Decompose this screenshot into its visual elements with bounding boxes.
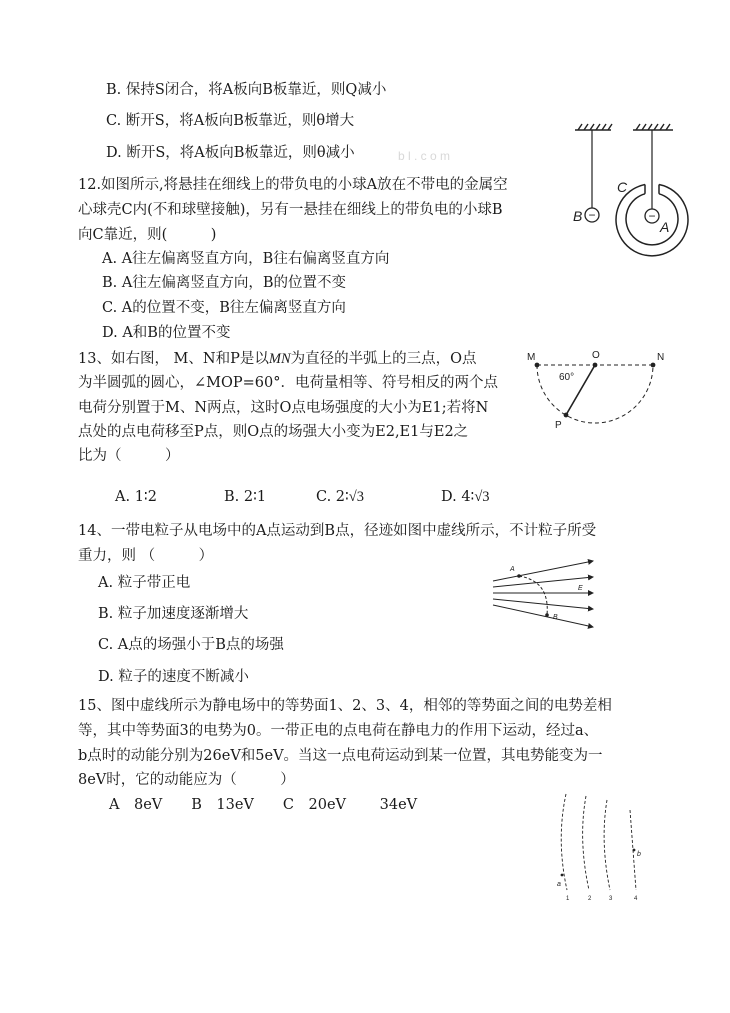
q13-option-c-sqrt: √3 bbox=[348, 489, 365, 505]
q12-stem-line1: 12.如图所示,将悬挂在细线上的带负电的小球A放在不带电的金属空 bbox=[78, 177, 508, 193]
q13-stem-line1-pre: 13、如右图， M、N和P是以 bbox=[78, 351, 269, 367]
q11-option-c: C. 断开S，将A板向B板靠近，则θ增大 bbox=[106, 113, 355, 129]
mn-symbol: MN bbox=[268, 351, 291, 367]
q13-option-d-text: D. 4∶ bbox=[441, 489, 475, 505]
q12-stem-line3: 向C靠近，则( ) bbox=[78, 227, 217, 243]
q15-stem-line3: b点时的动能分别为26eV和5eV。当这一点电荷运动到某一位置，其电势能变为一 bbox=[78, 748, 603, 764]
field-line-5 bbox=[493, 605, 593, 627]
label-e: E bbox=[578, 585, 583, 592]
ball-b-sign: − bbox=[588, 208, 596, 222]
q13-option-d bbox=[441, 487, 490, 507]
q11-option-d: D. 断开S，将A板向B板靠近，则θ减小 bbox=[106, 145, 355, 161]
q13-option-d-sqrt: √3 bbox=[474, 489, 490, 505]
equipotential-3 bbox=[604, 800, 610, 890]
q12-option-c: C. A的位置不变，B往左偏离竖直方向 bbox=[102, 300, 346, 316]
point-p bbox=[564, 413, 569, 418]
label-p: P bbox=[555, 420, 562, 431]
q15-options: A 8eV B 13eV C 20eV 34eV bbox=[109, 797, 418, 813]
q14-option-c: C. A点的场强小于B点的场强 bbox=[98, 637, 284, 653]
ceiling-right bbox=[633, 124, 673, 130]
label-o: O bbox=[592, 350, 600, 361]
semicircle-arc bbox=[537, 365, 653, 423]
q12-option-d: D. A和B的位置不变 bbox=[102, 325, 231, 341]
label-c: C bbox=[617, 179, 628, 195]
label-b: B bbox=[573, 208, 583, 224]
label-1: 1 bbox=[566, 896, 570, 902]
q13-stem-line2: 为半圆弧的圆心，∠MOP=60°．电荷量相等、符号相反的两个点 bbox=[78, 375, 498, 391]
angle-label: 60° bbox=[559, 372, 575, 383]
label-4: 4 bbox=[634, 896, 638, 902]
q14-stem-line2: 重力，则 （ ） bbox=[78, 548, 214, 564]
point-n bbox=[651, 363, 656, 368]
q13-option-b: B. 2∶1 bbox=[224, 489, 267, 505]
q13-stem-line5: 比为（ ） bbox=[78, 448, 180, 464]
equipotential-2 bbox=[583, 796, 589, 890]
ceiling-left bbox=[575, 124, 612, 130]
q13-stem-line1-post: 为直径的半弧上的三点，O点 bbox=[290, 351, 477, 367]
q15-stem-line2: 等，其中等势面3的电势为0。一带正电的点电荷在静电力的作用下运动，经过a、 bbox=[78, 723, 599, 739]
label-m: M bbox=[527, 352, 536, 363]
q13-stem-line3: 电荷分别置于M、N两点，这时O点电场强度的大小为E1;若将N bbox=[78, 400, 489, 416]
q13-stem-line4: 点处的点电荷移至P点，则O点的场强大小变为E2,E1与E2之 bbox=[78, 424, 469, 440]
point-a bbox=[517, 574, 521, 578]
q14-stem-line1: 14、一带电粒子从电场中的A点运动到B点，径迹如图中虚线所示，不计粒子所受 bbox=[78, 523, 597, 539]
label-n: N bbox=[657, 352, 665, 363]
q13-option-c-text: C. 2∶ bbox=[316, 489, 349, 505]
q12-figure bbox=[565, 120, 705, 270]
q13-option-c bbox=[316, 487, 364, 507]
label-b: b bbox=[637, 851, 641, 858]
q14-option-a: A. 粒子带正电 bbox=[98, 575, 191, 591]
label-a: A bbox=[660, 219, 670, 235]
q11-option-b: B. 保持S闭合，将A板向B板靠近，则Q减小 bbox=[106, 82, 387, 98]
q15-figure bbox=[548, 790, 648, 905]
q13-figure bbox=[525, 340, 685, 435]
q15-stem-line1: 15、图中虚线所示为静电场中的等势面1、2、3、4，相邻的等势面之间的电势差相 bbox=[78, 698, 612, 714]
q15-stem-line4: 8eV时，它的动能应为（ ） bbox=[78, 772, 295, 788]
watermark: b l . c o m bbox=[398, 149, 451, 163]
q12-option-b: B. A往左偏离竖直方向，B的位置不变 bbox=[102, 275, 346, 291]
ball-a-sign: − bbox=[648, 209, 656, 223]
label-b: B bbox=[553, 614, 558, 621]
label-a: A bbox=[510, 566, 515, 573]
point-o bbox=[593, 363, 598, 368]
field-line-4 bbox=[493, 599, 593, 609]
point-m bbox=[535, 363, 540, 368]
q13-stem-line1 bbox=[78, 349, 477, 369]
label-3: 3 bbox=[609, 896, 613, 902]
q14-figure bbox=[490, 555, 600, 635]
point-b bbox=[633, 849, 636, 852]
label-a: a bbox=[557, 881, 561, 888]
q12-option-a: A. A往左偏离竖直方向，B往右偏离竖直方向 bbox=[102, 251, 390, 267]
point-b bbox=[545, 613, 549, 617]
q14-option-b: B. 粒子加速度逐渐增大 bbox=[98, 606, 249, 622]
point-a bbox=[561, 874, 564, 877]
label-2: 2 bbox=[588, 896, 592, 902]
q14-option-d: D. 粒子的速度不断减小 bbox=[98, 669, 249, 685]
q13-option-a: A. 1∶2 bbox=[115, 489, 157, 505]
q12-stem-line2: 心球壳C内(不和球壁接触)，另有一悬挂在细线上的带负电的小球B bbox=[78, 202, 503, 218]
